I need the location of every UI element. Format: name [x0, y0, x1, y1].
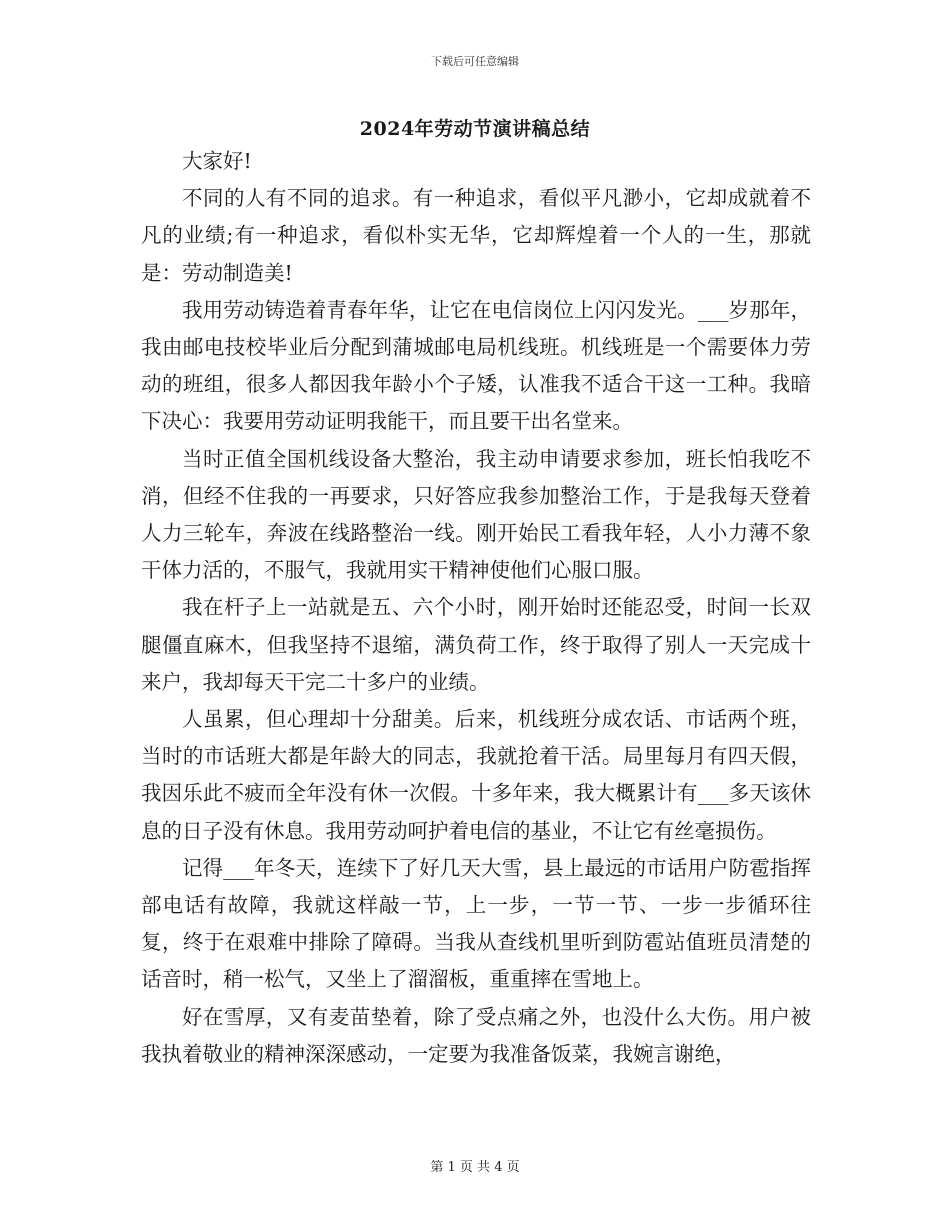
- paragraph-greeting: 大家好!: [182, 149, 252, 173]
- paragraph: 记得___年冬天，连续下了好几天大雪，县上最远的市话用户防雹指挥部电话有故障，我就这样敲一节，上一步，一节一节、一步一步循环往复，终于在艰难中排除了障碍。当我从查线机里听到防雹站值班员清楚的话音时，稍一松气，又坐上了溜溜板，重重摔在雪地上。: [141, 855, 811, 992]
- paragraph: 不同的人有不同的追求。有一种追求，看似平凡渺小，它却成就着不凡的业绩;有一种追求，看似朴实无华，它却辉煌着一个人的一生，那就是：劳动制造美!: [141, 186, 811, 285]
- paragraph: 我用劳动铸造着青春年华，让它在电信岗位上闪闪发光。___岁那年，我由邮电技校毕业后分配到蒲城邮电局机线班。机线班是一个需要体力劳动的班组，很多人都因我年龄小个子矮，认准我不适合干这一工种。我暗下决心：我要用劳动证明我能干，而且要干出名堂来。: [141, 297, 811, 434]
- paragraph: 人虽累，但心理却十分甜美。后来，机线班分成农话、市话两个班，当时的市话班大都是年龄大的同志，我就抢着干活。局里每月有四天假，我因乐此不疲而全年没有休一次假。十多年来，我大概累计有___多天该休息的日子没有休息。我用劳动呵护着电信的基业，不让它有丝毫损伤。: [141, 707, 811, 843]
- paragraph: 好在雪厚，又有麦苗垫着，除了受点痛之外，也没什么大伤。用户被我执着敬业的精神深深感动，一定要为我准备饭菜，我婉言谢绝，: [141, 1004, 811, 1066]
- document-body: [141, 143, 811, 1073]
- paragraph: 我在杆子上一站就是五、六个小时，刚开始时还能忍受，时间一长双腿僵直麻木，但我坚持不退缩，满负荷工作，终于取得了别人一天完成十来户，我却每天干完二十多户的业绩。: [141, 595, 811, 694]
- header-note: 下载后可任意编辑: [431, 55, 519, 68]
- document-title: 2024年劳动节演讲稿总结: [359, 118, 591, 140]
- paragraph: 当时正值全国机线设备大整治，我主动申请要求参加，班长怕我吃不消，但经不住我的一再要求，只好答应我参加整治工作，于是我每天登着人力三轮车，奔波在线路整治一线。刚开始民工看我年轻，人小力薄不象干体力活的，不服气，我就用实干精神使他们心服口服。: [141, 446, 811, 583]
- page-indicator: 第 1 页 共 4 页: [430, 1160, 520, 1175]
